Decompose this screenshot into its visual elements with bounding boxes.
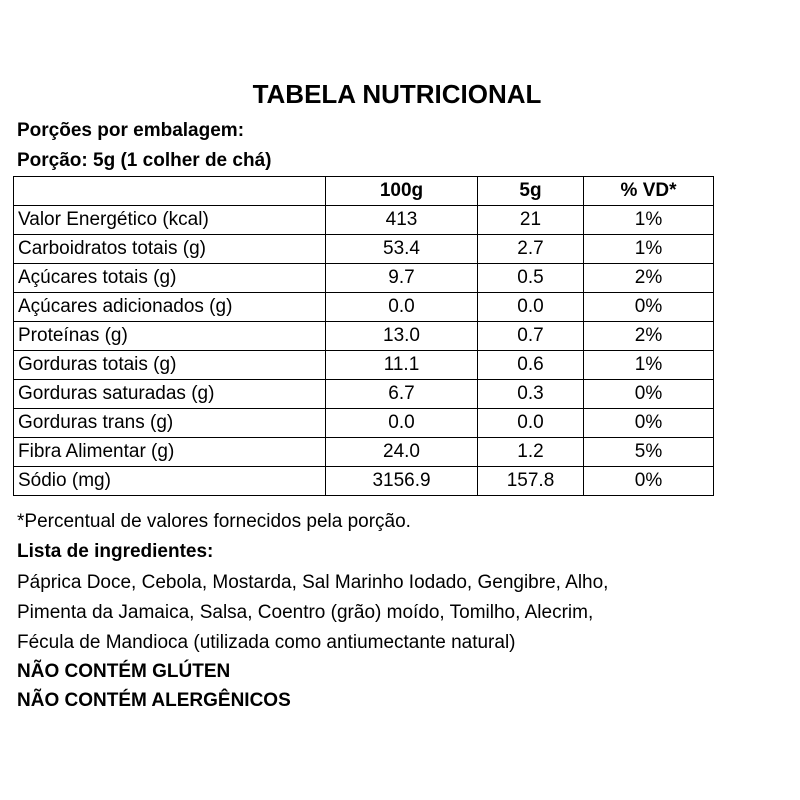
value-per-portion: 2.7	[478, 235, 584, 264]
ingredients-heading: Lista de ingredientes:	[17, 541, 214, 562]
ingredients-line: Pimenta da Jamaica, Salsa, Coentro (grão) moído, Tomilho, Alecrim,	[17, 602, 594, 623]
daily-value-percent: 1%	[584, 206, 714, 235]
allergen-notice: NÃO CONTÉM ALERGÊNICOS	[17, 690, 291, 711]
value-per-portion: 0.0	[478, 293, 584, 322]
portion-size: Porção: 5g (1 colher de chá)	[17, 150, 272, 171]
nutrient-name: Proteínas (g)	[14, 322, 326, 351]
value-per-100g: 0.0	[326, 409, 478, 438]
table-row	[14, 380, 714, 409]
header-nutrient	[14, 177, 326, 206]
nutrient-name: Gorduras totais (g)	[14, 351, 326, 380]
value-per-100g: 3156.9	[326, 467, 478, 496]
daily-value-percent: 5%	[584, 438, 714, 467]
value-per-100g: 9.7	[326, 264, 478, 293]
nutrient-name: Sódio (mg)	[14, 467, 326, 496]
nutrient-name: Gorduras trans (g)	[14, 409, 326, 438]
table-row	[14, 351, 714, 380]
value-per-100g: 13.0	[326, 322, 478, 351]
value-per-100g: 413	[326, 206, 478, 235]
nutrient-name: Fibra Alimentar (g)	[14, 438, 326, 467]
table-row	[14, 322, 714, 351]
header-daily-value: % VD*	[584, 177, 714, 206]
value-per-100g: 53.4	[326, 235, 478, 264]
value-per-portion: 0.6	[478, 351, 584, 380]
nutrient-name: Valor Energético (kcal)	[14, 206, 326, 235]
page-title: TABELA NUTRICIONAL	[252, 79, 542, 109]
value-per-100g: 24.0	[326, 438, 478, 467]
table-row	[14, 264, 714, 293]
value-per-portion: 0.3	[478, 380, 584, 409]
nutrient-name: Açúcares adicionados (g)	[14, 293, 326, 322]
value-per-100g: 6.7	[326, 380, 478, 409]
footnote: *Percentual de valores fornecidos pela porção.	[17, 511, 411, 532]
daily-value-percent: 1%	[584, 351, 714, 380]
ingredients-line: Páprica Doce, Cebola, Mostarda, Sal Marinho Iodado, Gengibre, Alho,	[17, 572, 609, 593]
daily-value-percent: 1%	[584, 235, 714, 264]
daily-value-percent: 0%	[584, 409, 714, 438]
table-row	[14, 206, 714, 235]
value-per-portion: 21	[478, 206, 584, 235]
nutrient-name: Açúcares totais (g)	[14, 264, 326, 293]
daily-value-percent: 2%	[584, 264, 714, 293]
value-per-portion: 0.5	[478, 264, 584, 293]
gluten-notice: NÃO CONTÉM GLÚTEN	[17, 661, 231, 682]
nutrient-name: Carboidratos totais (g)	[14, 235, 326, 264]
daily-value-percent: 0%	[584, 380, 714, 409]
nutrient-name: Gorduras saturadas (g)	[14, 380, 326, 409]
value-per-portion: 0.0	[478, 409, 584, 438]
portions-per-package: Porções por embalagem:	[17, 120, 245, 141]
table-row	[14, 438, 714, 467]
value-per-portion: 0.7	[478, 322, 584, 351]
nutrition-table	[13, 176, 714, 496]
ingredients-line: Fécula de Mandioca (utilizada como antiumectante natural)	[17, 632, 516, 653]
header-per-portion: 5g	[478, 177, 584, 206]
table-row	[14, 235, 714, 264]
value-per-100g: 11.1	[326, 351, 478, 380]
table-row	[14, 467, 714, 496]
header-per-100g: 100g	[326, 177, 478, 206]
table-header-row	[14, 177, 714, 206]
table-row	[14, 293, 714, 322]
value-per-portion: 1.2	[478, 438, 584, 467]
value-per-100g: 0.0	[326, 293, 478, 322]
daily-value-percent: 0%	[584, 467, 714, 496]
value-per-portion: 157.8	[478, 467, 584, 496]
daily-value-percent: 2%	[584, 322, 714, 351]
daily-value-percent: 0%	[584, 293, 714, 322]
table-row	[14, 409, 714, 438]
